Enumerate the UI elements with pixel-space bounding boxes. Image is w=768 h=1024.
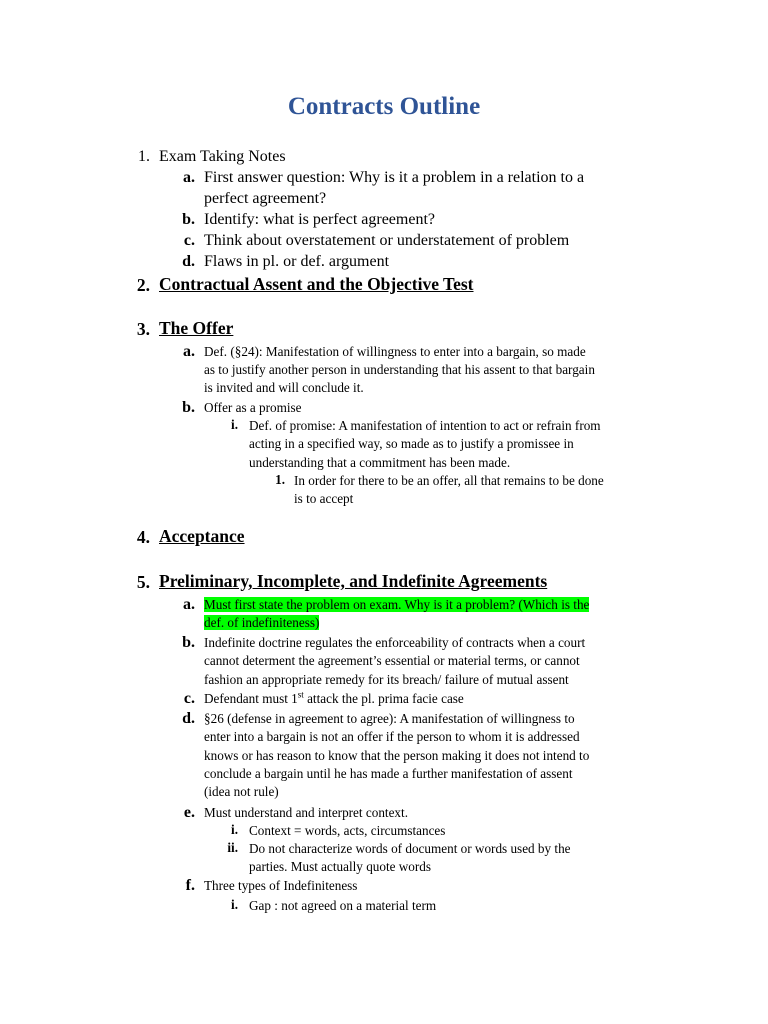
- s5-item-a-highlighted-line: Must first state the problem on exam. Why is it a problem? (Which is the: [204, 597, 590, 612]
- section-3-number: 3.: [136, 319, 150, 339]
- s3-item-a-line: is invited and will conclude it.: [204, 380, 364, 395]
- s5-item-f-line: Three types of Indefiniteness: [204, 878, 358, 893]
- s5-item-a-marker: a.: [183, 596, 195, 613]
- section-5-heading: Preliminary, Incomplete, and Indefinite Agreements: [159, 571, 548, 591]
- section-5-number: 5.: [136, 572, 150, 592]
- section-4-number: 4.: [136, 527, 150, 547]
- s5-item-e-line: Must understand and interpret context.: [204, 805, 408, 820]
- s5-item-a-wrap: [204, 596, 589, 614]
- s1-item-c-marker: c.: [183, 232, 195, 249]
- s5-item-b-line: cannot determent the agreement’s essential or material terms, or cannot: [204, 653, 580, 668]
- s5-item-d-line: (idea not rule): [204, 784, 279, 799]
- s1-item-a-marker: a.: [183, 169, 195, 186]
- s1-item-d-marker: d.: [182, 253, 195, 270]
- s3-item-b-i-1-marker: 1.: [275, 472, 285, 487]
- s3-item-b-i-1-line: In order for there to be an offer, all that remains to be done: [294, 473, 604, 488]
- section-1-number: 1.: [138, 148, 150, 165]
- section-2-number: 2.: [136, 275, 150, 295]
- s5-item-e-i-marker: i.: [231, 822, 238, 837]
- section-4-heading: Acceptance: [159, 526, 245, 546]
- s5-item-a-wrap: [204, 614, 319, 632]
- section-1-heading: Exam Taking Notes: [159, 148, 286, 165]
- s5-item-c-superscript: st: [297, 689, 304, 700]
- s3-item-b-i-1-line: is to accept: [294, 491, 354, 506]
- s3-item-a-line: as to justify another person in understanding that his assent to that bargain: [204, 362, 595, 377]
- s3-item-b-i-line: acting in a specified way, so made as to justify a promissee in: [249, 436, 574, 451]
- s1-item-a-line: First answer question: Why is it a problem in a relation to a: [204, 169, 585, 186]
- s5-item-a-highlighted-line: def. of indefiniteness): [204, 615, 320, 630]
- s5-item-e-i-line: Context = words, acts, circumstances: [249, 823, 446, 838]
- s5-item-f-marker: f.: [185, 877, 195, 894]
- s5-item-d-line: knows or has reason to know that the person making it does not intend to: [204, 748, 590, 763]
- section-5-heading-wrap: [159, 572, 547, 590]
- section-2-heading: Contractual Assent and the Objective Test: [159, 274, 474, 294]
- s5-item-d-line: §26 (defense in agreement to agree): A manifestation of willingness to: [204, 711, 575, 726]
- s5-item-c-text-pre: Defendant must 1: [204, 691, 298, 706]
- section-3-heading: The Offer: [159, 318, 234, 338]
- s1-item-c-line: Think about overstatement or understatement of problem: [204, 232, 570, 249]
- s3-item-b-i-line: understanding that a commitment has been made.: [249, 455, 511, 470]
- s5-item-e-ii-line: Do not characterize words of document or words used by the: [249, 841, 571, 856]
- s1-item-a-line: perfect agreement?: [204, 190, 327, 207]
- s5-item-d-line: enter into a bargain is not an offer if the person to whom it is addressed: [204, 729, 580, 744]
- section-3-heading-wrap: [159, 319, 233, 337]
- s3-item-b-marker: b.: [182, 399, 195, 416]
- s5-item-f-i-line: Gap : not agreed on a material term: [249, 898, 437, 913]
- s5-item-f-i-marker: i.: [231, 897, 238, 912]
- s3-item-a-line: Def. (§24): Manifestation of willingness to enter into a bargain, so made: [204, 344, 586, 359]
- s5-item-e-marker: e.: [183, 804, 195, 821]
- s1-item-d-line: Flaws in pl. or def. argument: [204, 253, 390, 270]
- s5-item-b-line: Indefinite doctrine regulates the enforceability of contracts when a court: [204, 635, 586, 650]
- s3-item-b-i-marker: i.: [231, 417, 238, 432]
- page-title: Contracts Outline: [287, 93, 481, 120]
- s3-item-b-line: Offer as a promise: [204, 400, 302, 415]
- s5-item-d-line: conclude a bargain until he has made a further manifestation of assent: [204, 766, 573, 781]
- s5-item-e-ii-marker: ii.: [227, 840, 238, 855]
- section-4-heading-wrap: [159, 527, 245, 545]
- s1-item-b-marker: b.: [182, 211, 195, 228]
- s5-item-b-marker: b.: [182, 634, 195, 651]
- s5-item-e-ii-line: parties. Must actually quote words: [249, 859, 432, 874]
- section-2-heading-wrap: [159, 275, 474, 293]
- s5-item-c-marker: c.: [183, 690, 195, 707]
- s5-item-c-line: [204, 690, 464, 708]
- s3-item-a-marker: a.: [183, 343, 195, 360]
- s5-item-b-line: fashion an appropriate remedy for its breach/ failure of mutual assent: [204, 672, 569, 687]
- s5-item-c-text-post: attack the pl. prima facie case: [303, 691, 464, 706]
- s5-item-d-marker: d.: [182, 710, 195, 727]
- s1-item-b-line: Identify: what is perfect agreement?: [204, 211, 435, 228]
- s3-item-b-i-line: Def. of promise: A manifestation of intention to act or refrain from: [249, 418, 601, 433]
